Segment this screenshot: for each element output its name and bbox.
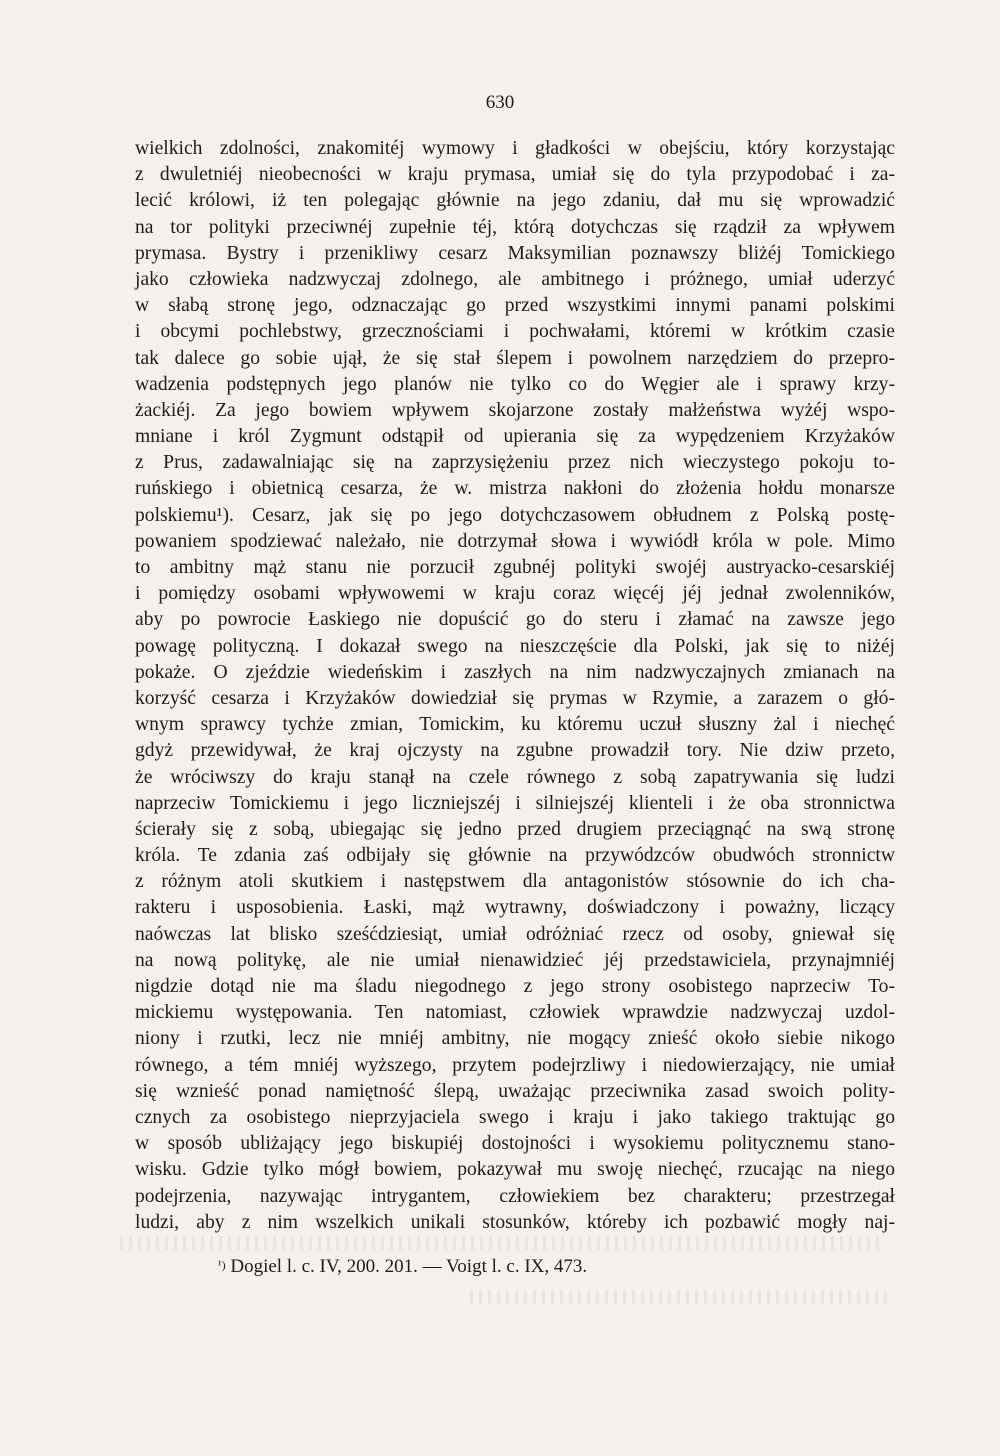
text-line: ruńskiego i obietnicą cesarza, że w. mistrza nakłoni do złożenia hołdu monarsze bbox=[135, 478, 895, 500]
text-line: żackiéj. Za jego bowiem wpływem skojarzone zostały małżeństwa wyżéj wspo- bbox=[135, 399, 895, 421]
text-line: mniane i król Zygmunt odstąpił od upierania się za wypędzeniem Krzyżaków bbox=[135, 426, 895, 448]
footnote bbox=[218, 1254, 818, 1280]
text-line: wnym sprawcy tychże zmian, Tomickim, ku któremu uczuł słuszny żal i niechęć bbox=[135, 714, 895, 736]
text-line: wielkich zdolności, znakomitéj wymowy i gładkości w obejściu, który korzystając bbox=[135, 138, 895, 159]
text-line: się wznieść ponad namiętność ślepą, uważając przeciwnika zasad swoich polity- bbox=[135, 1080, 895, 1102]
text-line: z różnym atoli skutkiem i następstwem dla antagonistów stósownie do ich cha- bbox=[135, 871, 895, 893]
text-line: niony i rzutki, lecz nie mniéj ambitny, nie mogący znieść około siebie nikogo bbox=[135, 1028, 895, 1050]
text-line: powaniem spodziewać należało, nie dotrzymał słowa i wywiódł króla w pole. Mimo bbox=[135, 530, 895, 552]
footnote-text: Dogiel l. c. IV, 200. 201. — Voigt l. c. IX, 473. bbox=[230, 1256, 588, 1277]
bleed-through-shadow bbox=[470, 1290, 890, 1304]
text-line: naówczas lat blisko sześćdziesiąt, umiał odróżniać rzecz od osoby, gniewał się bbox=[135, 923, 895, 945]
text-line: w słabą stronę jego, odznaczając go przed wszystkimi innymi panami polskimi bbox=[135, 295, 895, 317]
text-line: cznych za osobistego nieprzyjaciela swego i kraju i jako takiego traktując go bbox=[135, 1106, 895, 1128]
text-line: korzyść cesarza i Krzyżaków dowiedział się prymas w Rzymie, a zarazem o głó- bbox=[135, 687, 895, 709]
text-line: rakteru i usposobienia. Łaski, mąż wytrawny, doświadczony i poważny, liczący bbox=[135, 897, 895, 919]
text-line: gdyż przewidywał, że kraj ojczysty na zgubne prowadził tory. Nie dziw przeto, bbox=[135, 740, 895, 762]
text-line: mickiemu występowania. Ten natomiast, człowiek wprawdzie nadzwyczaj uzdol- bbox=[135, 1002, 895, 1024]
text-line: wisku. Gdzie tylko mógł bowiem, pokazywał mu swoję niechęć, rzucając na niego bbox=[135, 1159, 895, 1181]
text-line: króla. Te zdania zaś odbijały się głównie na przywódzców obudwóch stronnictw bbox=[135, 845, 895, 867]
text-line: naprzeciw Tomickiemu i jego liczniejszéj i silniejszéj klienteli i że oba stronnictwa bbox=[135, 792, 895, 814]
text-line: na tor polityki przeciwnéj zupełnie téj, którą dotychczas się rządził za wpływem bbox=[135, 216, 895, 238]
text-line: nigdzie dotąd nie ma śladu niegodnego z jego strony osobistego naprzeciw To- bbox=[135, 976, 895, 997]
text-line: jako człowieka nadzwyczaj zdolnego, ale ambitnego i próżnego, umiał uderzyć bbox=[135, 268, 895, 290]
text-line: równego, a tém mniéj wyższego, przytem podejrzliwy i niedowierzający, nie umiał bbox=[135, 1054, 895, 1076]
bleed-through-shadow bbox=[120, 1236, 880, 1250]
text-line: powagę polityczną. I dokazał swego na nieszczęście dla Polski, jak się to niżéj bbox=[135, 635, 895, 657]
text-line: w sposób ubliżający jego biskupiéj dostojności i wysokiemu politycznemu stano- bbox=[135, 1133, 895, 1155]
text-line: pokaże. O zjeździe wiedeńskim i zaszłych na nim nadzwyczajnych zmianach na bbox=[135, 661, 895, 683]
text-line: i obcymi pochlebstwy, grzecznościami i pochwałami, któremi w krótkim czasie bbox=[135, 321, 895, 343]
text-line: z Prus, zadawalniając się na zaprzysiężeniu przez nich wieczystego pokoju to- bbox=[135, 452, 895, 474]
text-line: że wróciwszy do kraju stanął na czele równego z sobą zapatrywania się ludzi bbox=[135, 766, 895, 788]
text-line: ścierały się z sobą, ubiegając się jedno przed drugiem przeciągnąć na swą stronę bbox=[135, 818, 895, 840]
text-line: i pomiędzy osobami wpływowemi w kraju coraz więcéj jéj jednał zwolenników, bbox=[135, 583, 895, 605]
body-text bbox=[135, 136, 895, 1236]
text-line: na nową politykę, ale nie umiał nienawidzieć jéj przedstawiciela, przynajmniéj bbox=[135, 949, 895, 971]
text-line: podejrzenia, nazywając intrygantem, człowiekiem bez charakteru; przestrzegał bbox=[135, 1185, 895, 1207]
page-number: 630 bbox=[485, 92, 515, 113]
text-line: prymasa. Bystry i przenikliwy cesarz Maksymilian poznawszy bliżéj Tomickiego bbox=[135, 242, 895, 264]
text-line: ludzi, aby z nim wszelkich unikali stosunków, któreby ich pozbawić mogły naj- bbox=[135, 1211, 895, 1233]
text-line: to ambitny mąż stanu nie porzucił zgubnéj polityki swojéj austryacko-cesarskiéj bbox=[135, 557, 895, 578]
footnote-marker: ¹) bbox=[218, 1258, 226, 1272]
text-line: lecić królowi, iż ten polegając głównie na jego zdaniu, dał mu się wprowadzić bbox=[135, 190, 895, 212]
text-line: z dwuletniéj nieobecności w kraju prymasa, umiał się do tyla przypodobać i za- bbox=[135, 164, 895, 186]
text-line: wadzenia podstępnych jego planów nie tylko co do Węgier ale i sprawy krzy- bbox=[135, 373, 895, 395]
text-line: tak dalece go sobie ujął, że się stał ślepem i powolnem narzędziem do przepro- bbox=[135, 347, 895, 369]
text-line: polskiemu¹). Cesarz, jak się po jego dotychczasowem obłudnem z Polską postę- bbox=[135, 504, 895, 526]
text-line: aby po powrocie Łaskiego nie dopuścić go do steru i złamać na zawsze jego bbox=[135, 609, 895, 631]
